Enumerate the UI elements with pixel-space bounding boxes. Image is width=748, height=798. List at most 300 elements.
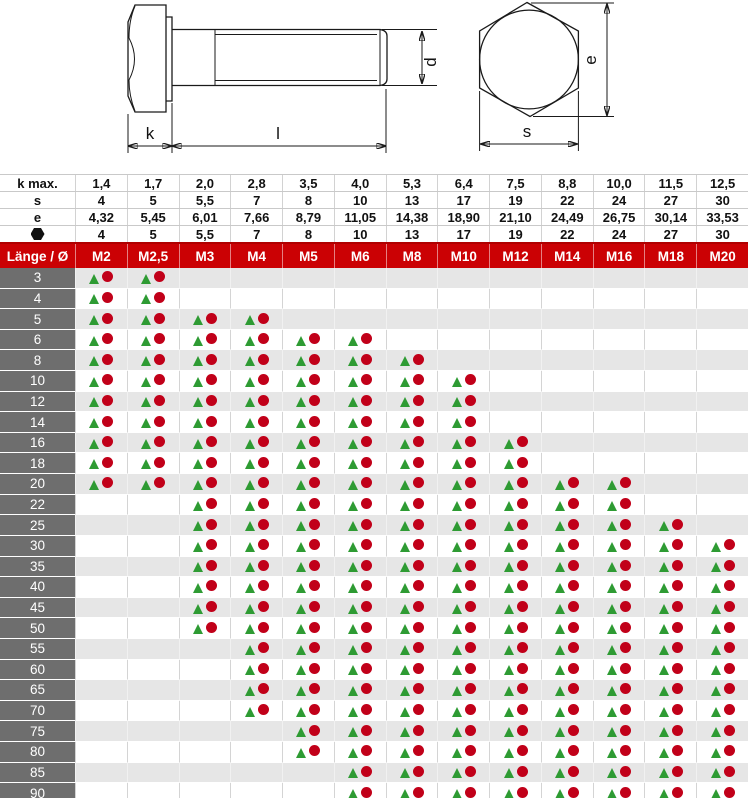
triangle-available-icon: [504, 459, 514, 469]
triangle-available-icon: [659, 542, 669, 552]
circle-available-icon: [568, 766, 579, 777]
availability-cell: [282, 742, 334, 763]
availability-cell: [644, 371, 696, 392]
circle-available-icon: [102, 395, 113, 406]
dimension-table: [0, 174, 748, 798]
availability-cell: [75, 268, 127, 289]
dimension-label-d: d: [421, 57, 440, 67]
circle-available-icon: [206, 354, 217, 365]
availability-cell: [489, 639, 541, 660]
length-row-label: 8: [0, 350, 75, 371]
circle-available-icon: [724, 683, 735, 694]
availability-cell: [696, 515, 748, 536]
availability-cell: [593, 783, 645, 798]
triangle-available-icon: [141, 439, 151, 449]
circle-available-icon: [724, 704, 735, 715]
availability-cell: [541, 763, 593, 784]
circle-available-icon: [206, 395, 217, 406]
circle-available-icon: [309, 354, 320, 365]
circle-available-icon: [309, 457, 320, 468]
circle-available-icon: [620, 498, 631, 509]
availability-cell: [230, 598, 282, 619]
availability-cell: [489, 309, 541, 330]
availability-cell: [644, 495, 696, 516]
availability-cell: [127, 536, 179, 557]
circle-available-icon: [309, 477, 320, 488]
triangle-available-icon: [607, 624, 617, 634]
circle-available-icon: [361, 663, 372, 674]
triangle-available-icon: [141, 315, 151, 325]
availability-cell: [75, 742, 127, 763]
table-row: [0, 474, 748, 495]
spec-row-label: [0, 226, 75, 242]
spec-value-cell: 22: [541, 226, 593, 242]
triangle-available-icon: [245, 686, 255, 696]
availability-cell: [489, 412, 541, 433]
size-header-row: [0, 242, 748, 268]
circle-available-icon: [620, 539, 631, 550]
circle-available-icon: [361, 601, 372, 612]
availability-cell: [386, 598, 438, 619]
length-row-label: 55: [0, 639, 75, 660]
availability-cell: [75, 453, 127, 474]
circle-available-icon: [465, 787, 476, 798]
triangle-available-icon: [296, 397, 306, 407]
triangle-available-icon: [245, 397, 255, 407]
spec-value-cell: 22: [541, 192, 593, 208]
triangle-available-icon: [193, 542, 203, 552]
circle-available-icon: [568, 725, 579, 736]
length-row-label: 20: [0, 474, 75, 495]
circle-available-icon: [206, 539, 217, 550]
circle-available-icon: [413, 642, 424, 653]
circle-available-icon: [413, 498, 424, 509]
triangle-available-icon: [348, 583, 358, 593]
availability-cell: [489, 371, 541, 392]
circle-available-icon: [620, 580, 631, 591]
triangle-available-icon: [400, 356, 410, 366]
availability-cell: [541, 433, 593, 454]
availability-cell: [489, 350, 541, 371]
availability-cell: [334, 392, 386, 413]
availability-cell: [644, 412, 696, 433]
availability-cell: [696, 330, 748, 351]
circle-available-icon: [309, 601, 320, 612]
availability-cell: [593, 433, 645, 454]
triangle-available-icon: [711, 645, 721, 655]
triangle-available-icon: [400, 645, 410, 655]
circle-available-icon: [361, 395, 372, 406]
availability-cell: [127, 742, 179, 763]
table-row: [0, 453, 748, 474]
triangle-available-icon: [400, 418, 410, 428]
circle-available-icon: [206, 580, 217, 591]
triangle-available-icon: [245, 604, 255, 614]
triangle-available-icon: [193, 480, 203, 490]
spec-value-cell: 12,5: [696, 175, 748, 191]
triangle-available-icon: [607, 480, 617, 490]
triangle-available-icon: [504, 501, 514, 511]
circle-available-icon: [258, 498, 269, 509]
availability-cell: [489, 763, 541, 784]
availability-cell: [282, 618, 334, 639]
spec-value-cell: 5,45: [127, 209, 179, 225]
circle-available-icon: [724, 539, 735, 550]
availability-cell: [386, 557, 438, 578]
triangle-available-icon: [555, 480, 565, 490]
circle-available-icon: [465, 580, 476, 591]
triangle-available-icon: [452, 727, 462, 737]
circle-available-icon: [465, 601, 476, 612]
size-column-header: M16: [593, 244, 645, 268]
availability-cell: [230, 309, 282, 330]
triangle-available-icon: [555, 624, 565, 634]
availability-cell: [386, 330, 438, 351]
circle-available-icon: [620, 663, 631, 674]
triangle-available-icon: [141, 459, 151, 469]
spec-value-cell: 10: [334, 226, 386, 242]
spec-value-cell: 10: [334, 192, 386, 208]
triangle-available-icon: [504, 480, 514, 490]
availability-cell: [541, 495, 593, 516]
spec-value-cell: 19: [489, 192, 541, 208]
availability-cell: [696, 577, 748, 598]
availability-cell: [230, 742, 282, 763]
availability-cell: [179, 721, 231, 742]
triangle-available-icon: [504, 562, 514, 572]
triangle-available-icon: [452, 459, 462, 469]
triangle-available-icon: [193, 439, 203, 449]
circle-available-icon: [672, 560, 683, 571]
spec-value-cell: 30: [696, 226, 748, 242]
circle-available-icon: [620, 745, 631, 756]
triangle-available-icon: [193, 459, 203, 469]
circle-available-icon: [361, 560, 372, 571]
availability-cell: [489, 268, 541, 289]
availability-cell: [230, 474, 282, 495]
availability-cell: [437, 515, 489, 536]
availability-cell: [230, 289, 282, 310]
triangle-available-icon: [452, 501, 462, 511]
circle-available-icon: [465, 745, 476, 756]
availability-cell: [696, 618, 748, 639]
circle-available-icon: [724, 663, 735, 674]
triangle-available-icon: [555, 583, 565, 593]
availability-cell: [386, 701, 438, 722]
spec-row-label: k max.: [17, 175, 58, 191]
availability-cell: [179, 618, 231, 639]
triangle-available-icon: [348, 789, 358, 798]
circle-available-icon: [102, 477, 113, 488]
availability-cell: [644, 536, 696, 557]
spec-value-cell: 24: [593, 226, 645, 242]
availability-cell: [75, 412, 127, 433]
length-row-label: 90: [0, 783, 75, 798]
triangle-available-icon: [555, 727, 565, 737]
circle-available-icon: [258, 354, 269, 365]
circle-available-icon: [154, 477, 165, 488]
triangle-available-icon: [452, 645, 462, 655]
availability-cell: [127, 268, 179, 289]
triangle-available-icon: [245, 583, 255, 593]
triangle-available-icon: [348, 604, 358, 614]
triangle-available-icon: [400, 665, 410, 675]
circle-available-icon: [309, 374, 320, 385]
spec-value-cell: 21,10: [489, 209, 541, 225]
circle-available-icon: [361, 683, 372, 694]
triangle-available-icon: [400, 707, 410, 717]
circle-available-icon: [724, 787, 735, 798]
triangle-available-icon: [555, 645, 565, 655]
triangle-available-icon: [452, 707, 462, 717]
circle-available-icon: [413, 663, 424, 674]
table-row: [0, 577, 748, 598]
triangle-available-icon: [452, 521, 462, 531]
spec-value-cell: 4: [75, 192, 127, 208]
circle-available-icon: [102, 416, 113, 427]
availability-cell: [386, 783, 438, 798]
circle-available-icon: [361, 725, 372, 736]
triangle-available-icon: [504, 707, 514, 717]
circle-available-icon: [258, 601, 269, 612]
circle-available-icon: [724, 745, 735, 756]
triangle-available-icon: [400, 604, 410, 614]
length-row-label: 65: [0, 680, 75, 701]
availability-cell: [644, 392, 696, 413]
triangle-available-icon: [607, 727, 617, 737]
availability-cell: [179, 392, 231, 413]
length-row-label: 70: [0, 701, 75, 722]
availability-cell: [386, 721, 438, 742]
availability-cell: [541, 639, 593, 660]
availability-cell: [334, 309, 386, 330]
availability-cell: [696, 701, 748, 722]
triangle-available-icon: [711, 686, 721, 696]
availability-cell: [541, 577, 593, 598]
availability-cell: [127, 598, 179, 619]
availability-cell: [179, 536, 231, 557]
circle-available-icon: [413, 395, 424, 406]
circle-available-icon: [465, 519, 476, 530]
availability-cell: [179, 453, 231, 474]
spec-value-cell: 2,8: [230, 175, 282, 191]
triangle-available-icon: [89, 274, 99, 284]
availability-cell: [75, 721, 127, 742]
availability-cell: [179, 289, 231, 310]
circle-available-icon: [258, 642, 269, 653]
circle-available-icon: [258, 436, 269, 447]
availability-cell: [644, 453, 696, 474]
spec-value-cell: 4,0: [334, 175, 386, 191]
availability-cell: [386, 412, 438, 433]
triangle-available-icon: [504, 727, 514, 737]
availability-cell: [489, 742, 541, 763]
circle-available-icon: [517, 580, 528, 591]
availability-cell: [696, 412, 748, 433]
dimension-label-k: k: [145, 124, 155, 143]
triangle-available-icon: [607, 645, 617, 655]
spec-value-cell: 8,8: [541, 175, 593, 191]
circle-available-icon: [465, 395, 476, 406]
triangle-available-icon: [555, 562, 565, 572]
circle-available-icon: [413, 725, 424, 736]
availability-cell: [127, 763, 179, 784]
availability-cell: [489, 660, 541, 681]
size-column-header: M12: [489, 244, 541, 268]
availability-cell: [282, 453, 334, 474]
length-row-label: 4: [0, 289, 75, 310]
availability-cell: [437, 495, 489, 516]
availability-cell: [437, 680, 489, 701]
availability-cell: [127, 289, 179, 310]
circle-available-icon: [413, 766, 424, 777]
circle-available-icon: [517, 642, 528, 653]
circle-available-icon: [309, 683, 320, 694]
circle-available-icon: [568, 498, 579, 509]
circle-available-icon: [517, 477, 528, 488]
availability-cell: [127, 557, 179, 578]
circle-available-icon: [620, 519, 631, 530]
availability-cell: [437, 433, 489, 454]
triangle-available-icon: [245, 665, 255, 675]
circle-available-icon: [620, 683, 631, 694]
availability-cell: [437, 598, 489, 619]
circle-available-icon: [672, 745, 683, 756]
availability-cell: [127, 412, 179, 433]
circle-available-icon: [361, 333, 372, 344]
circle-available-icon: [413, 477, 424, 488]
availability-cell: [230, 577, 282, 598]
circle-available-icon: [465, 622, 476, 633]
circle-available-icon: [309, 704, 320, 715]
circle-available-icon: [465, 642, 476, 653]
triangle-available-icon: [348, 542, 358, 552]
triangle-available-icon: [607, 768, 617, 778]
availability-cell: [230, 433, 282, 454]
triangle-available-icon: [452, 665, 462, 675]
triangle-available-icon: [452, 439, 462, 449]
availability-cell: [644, 577, 696, 598]
circle-available-icon: [413, 539, 424, 550]
availability-cell: [127, 371, 179, 392]
availability-cell: [282, 721, 334, 742]
availability-cell: [593, 680, 645, 701]
availability-cell: [179, 433, 231, 454]
triangle-available-icon: [607, 665, 617, 675]
triangle-available-icon: [711, 727, 721, 737]
circle-available-icon: [258, 683, 269, 694]
circle-available-icon: [672, 601, 683, 612]
length-row-label: 75: [0, 721, 75, 742]
triangle-available-icon: [400, 501, 410, 511]
triangle-available-icon: [89, 459, 99, 469]
availability-cell: [644, 350, 696, 371]
triangle-available-icon: [89, 336, 99, 346]
triangle-available-icon: [193, 336, 203, 346]
triangle-available-icon: [245, 562, 255, 572]
triangle-available-icon: [348, 356, 358, 366]
circle-available-icon: [620, 622, 631, 633]
availability-cell: [179, 783, 231, 798]
triangle-available-icon: [452, 686, 462, 696]
triangle-available-icon: [659, 686, 669, 696]
table-row: [0, 598, 748, 619]
availability-cell: [489, 701, 541, 722]
spec-value-cell: 3,5: [282, 175, 334, 191]
circle-available-icon: [620, 766, 631, 777]
circle-available-icon: [258, 374, 269, 385]
availability-cell: [334, 618, 386, 639]
circle-available-icon: [258, 704, 269, 715]
triangle-available-icon: [555, 768, 565, 778]
spec-row-k-max-: [0, 174, 748, 191]
circle-available-icon: [517, 663, 528, 674]
availability-cell: [489, 783, 541, 798]
availability-cell: [127, 639, 179, 660]
spec-value-cell: 13: [386, 192, 438, 208]
circle-available-icon: [672, 766, 683, 777]
availability-cell: [644, 330, 696, 351]
availability-cell: [230, 350, 282, 371]
triangle-available-icon: [296, 542, 306, 552]
length-row-label: 25: [0, 515, 75, 536]
triangle-available-icon: [711, 562, 721, 572]
availability-cell: [644, 618, 696, 639]
availability-cell: [75, 660, 127, 681]
triangle-available-icon: [400, 397, 410, 407]
table-row: [0, 371, 748, 392]
triangle-available-icon: [555, 501, 565, 511]
circle-available-icon: [465, 436, 476, 447]
availability-cell: [230, 536, 282, 557]
triangle-available-icon: [607, 604, 617, 614]
triangle-available-icon: [193, 356, 203, 366]
availability-cell: [334, 680, 386, 701]
triangle-available-icon: [659, 789, 669, 798]
table-row: [0, 515, 748, 536]
availability-cell: [282, 557, 334, 578]
triangle-available-icon: [504, 748, 514, 758]
triangle-available-icon: [555, 748, 565, 758]
availability-cell: [386, 577, 438, 598]
size-column-header: M6: [334, 244, 386, 268]
availability-cell: [386, 350, 438, 371]
triangle-available-icon: [193, 562, 203, 572]
triangle-available-icon: [400, 789, 410, 798]
availability-cell: [696, 495, 748, 516]
triangle-available-icon: [607, 748, 617, 758]
availability-cell: [75, 639, 127, 660]
triangle-available-icon: [193, 501, 203, 511]
triangle-available-icon: [245, 521, 255, 531]
availability-cell: [386, 763, 438, 784]
circle-available-icon: [672, 704, 683, 715]
availability-cell: [437, 330, 489, 351]
availability-cell: [179, 330, 231, 351]
circle-available-icon: [413, 354, 424, 365]
circle-available-icon: [102, 292, 113, 303]
availability-cell: [644, 309, 696, 330]
circle-available-icon: [413, 374, 424, 385]
availability-cell: [541, 515, 593, 536]
spec-value-cell: 6,4: [437, 175, 489, 191]
availability-cell: [386, 289, 438, 310]
circle-available-icon: [724, 766, 735, 777]
triangle-available-icon: [452, 624, 462, 634]
circle-available-icon: [413, 745, 424, 756]
circle-available-icon: [258, 663, 269, 674]
availability-cell: [334, 268, 386, 289]
